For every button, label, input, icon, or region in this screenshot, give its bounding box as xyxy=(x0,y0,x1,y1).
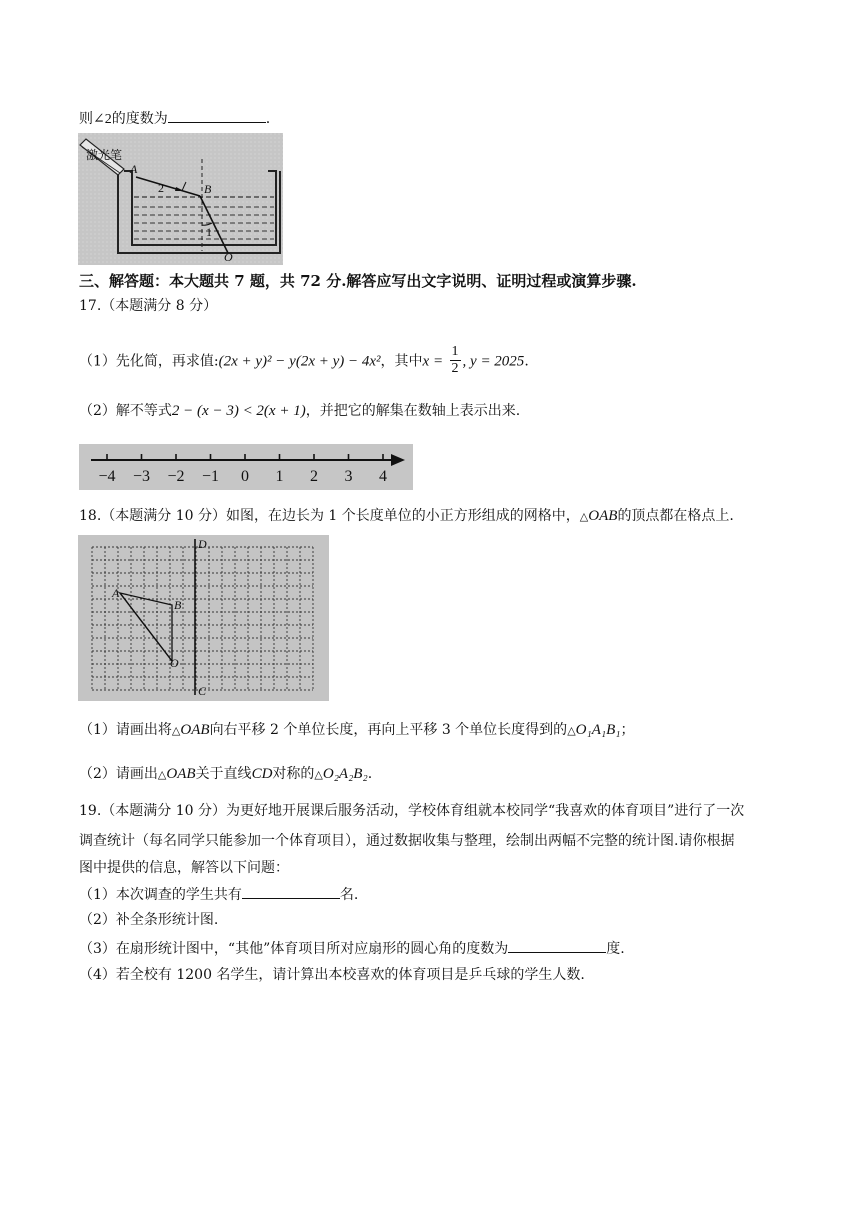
q17-p1-mid: ，其中 xyxy=(380,353,423,370)
grid-label-a: A xyxy=(112,586,120,600)
grid-label-c: C xyxy=(198,684,207,698)
q18-statement xyxy=(79,507,734,526)
q18-p2-end: . xyxy=(367,766,373,782)
number-line-label: −2 xyxy=(167,468,185,485)
q19-p3-suffix: 度. xyxy=(606,941,625,957)
q17-p1-y: , y = 2025 xyxy=(462,353,525,370)
number-line-label: 1 xyxy=(275,468,284,485)
q18-part1 xyxy=(79,721,634,740)
q17-p1-end: . xyxy=(524,353,529,370)
triangle-name: OAB xyxy=(588,508,618,524)
pen-label: 激光笔 xyxy=(86,148,123,162)
triangle-symbol: △ xyxy=(157,769,167,781)
number-line-label: −1 xyxy=(201,468,220,485)
q17-p2-expression: 2 − (x − 3) < 2(x + 1) xyxy=(171,403,306,419)
q16-prefix: 则 xyxy=(79,111,93,127)
fraction-denominator: 2 xyxy=(451,361,459,376)
label-o: O xyxy=(224,250,233,264)
q17-part2 xyxy=(79,402,520,420)
q19-p1-prefix: （1）本次调查的学生共有 xyxy=(79,887,242,903)
triangle-symbol: △ xyxy=(579,511,589,523)
line-cd: CD xyxy=(251,766,273,782)
q19-line1: 19.（本题满分 10 分）为更好地开展课后服务活动，学校体育组就本校同学“我喜欢的体育项目”进行了一次 xyxy=(79,803,745,819)
q18-p2-mid: 关于直线 xyxy=(195,766,252,782)
q19-p3-prefix: （3）在扇形统计图中，“其他”体育项目所对应扇形的圆心角的度数为 xyxy=(79,941,509,957)
laser-figure xyxy=(78,133,283,265)
q19-line3: 图中提供的信息，解答以下问题： xyxy=(79,860,289,876)
fraction xyxy=(450,344,461,377)
label-2: 2 xyxy=(158,181,164,195)
grid-figure xyxy=(78,535,329,701)
triangle-name: OAB xyxy=(166,766,196,782)
q17-p2-suffix: ，并把它的解集在数轴上表示出来. xyxy=(305,403,521,419)
number-line-label: 2 xyxy=(310,468,318,485)
triangle-symbol: △ xyxy=(314,769,323,781)
q17-p1-prefix: （1）先化简，再求值: xyxy=(79,353,219,370)
q19-part4: （4）若全校有 1200 名学生，请计算出本校喜欢的体育项目是乒乓球的学生人数. xyxy=(79,967,585,983)
number-line-label: 0 xyxy=(241,468,249,485)
q19-p1-suffix: 名. xyxy=(339,887,359,903)
label-a: A xyxy=(130,162,138,176)
section-heading: 三、解答题：本大题共 7 题，共 72 分.解答应写出文字说明、证明过程或演算步骤. xyxy=(79,272,637,290)
q18-p1-end: ； xyxy=(620,722,635,738)
number-line-label: −4 xyxy=(98,468,116,485)
q16-end: . xyxy=(265,111,271,127)
fraction-numerator: 1 xyxy=(451,344,459,359)
q16-tail xyxy=(79,108,270,129)
q17-p1-x: x = xyxy=(422,353,444,370)
q18-prefix: 18.（本题满分 10 分）如图，在边长为 1 个长度单位的小正方形组成的网格中， xyxy=(79,508,580,524)
grid-label-o: O xyxy=(170,656,179,670)
q19-part3 xyxy=(79,938,625,958)
angle-number: 2 xyxy=(104,112,112,127)
number-line-label: 4 xyxy=(379,468,387,485)
answer-blank[interactable] xyxy=(168,108,266,123)
q18-suffix: 的顶点都在格点上. xyxy=(617,508,734,524)
q18-p2-prefix: （2）请画出 xyxy=(79,766,158,782)
q16-suffix: 的度数为 xyxy=(111,111,168,127)
q17-part1 xyxy=(79,345,529,378)
number-line-label: −3 xyxy=(132,468,151,485)
q18-p1-mid: 向右平移 2 个单位长度，再向上平移 3 个单位长度得到的 xyxy=(209,722,568,738)
triangle-o2a2b2: O₂A₂B₂ xyxy=(322,766,368,782)
q19-part2: （2）补全条形统计图. xyxy=(79,912,219,928)
q18-p2-mid2: 对称的 xyxy=(272,766,315,782)
triangle-symbol: △ xyxy=(171,725,181,737)
label-1: 1 xyxy=(206,225,212,239)
q17-header: 17.（本题满分 8 分） xyxy=(79,298,218,314)
q18-part2 xyxy=(79,765,372,784)
number-line xyxy=(79,444,413,490)
q19-line2: 调查统计（每名同学只能参加一个体育项目），通过数据收集与整理，绘制出两幅不完整的统计图.请你根据 xyxy=(79,833,735,849)
q18-p1-prefix: （1）请画出将 xyxy=(79,722,172,738)
q17-p1-expression: (2x + y)² − y(2x + y) − 4x² xyxy=(218,353,381,370)
angle-symbol: ∠ xyxy=(93,112,105,127)
grid-label-d: D xyxy=(198,537,207,551)
answer-blank[interactable] xyxy=(242,884,340,899)
label-b: B xyxy=(204,182,212,196)
triangle-symbol: △ xyxy=(567,725,576,737)
triangle-name: OAB xyxy=(180,722,210,738)
q19-part1 xyxy=(79,884,358,904)
answer-blank[interactable] xyxy=(508,938,606,953)
grid-label-b: B xyxy=(174,598,182,612)
q17-p2-prefix: （2）解不等式 xyxy=(79,403,172,419)
number-line-label: 3 xyxy=(344,468,353,485)
triangle-o1a1b1: O₁A₁B₁ xyxy=(575,722,621,738)
